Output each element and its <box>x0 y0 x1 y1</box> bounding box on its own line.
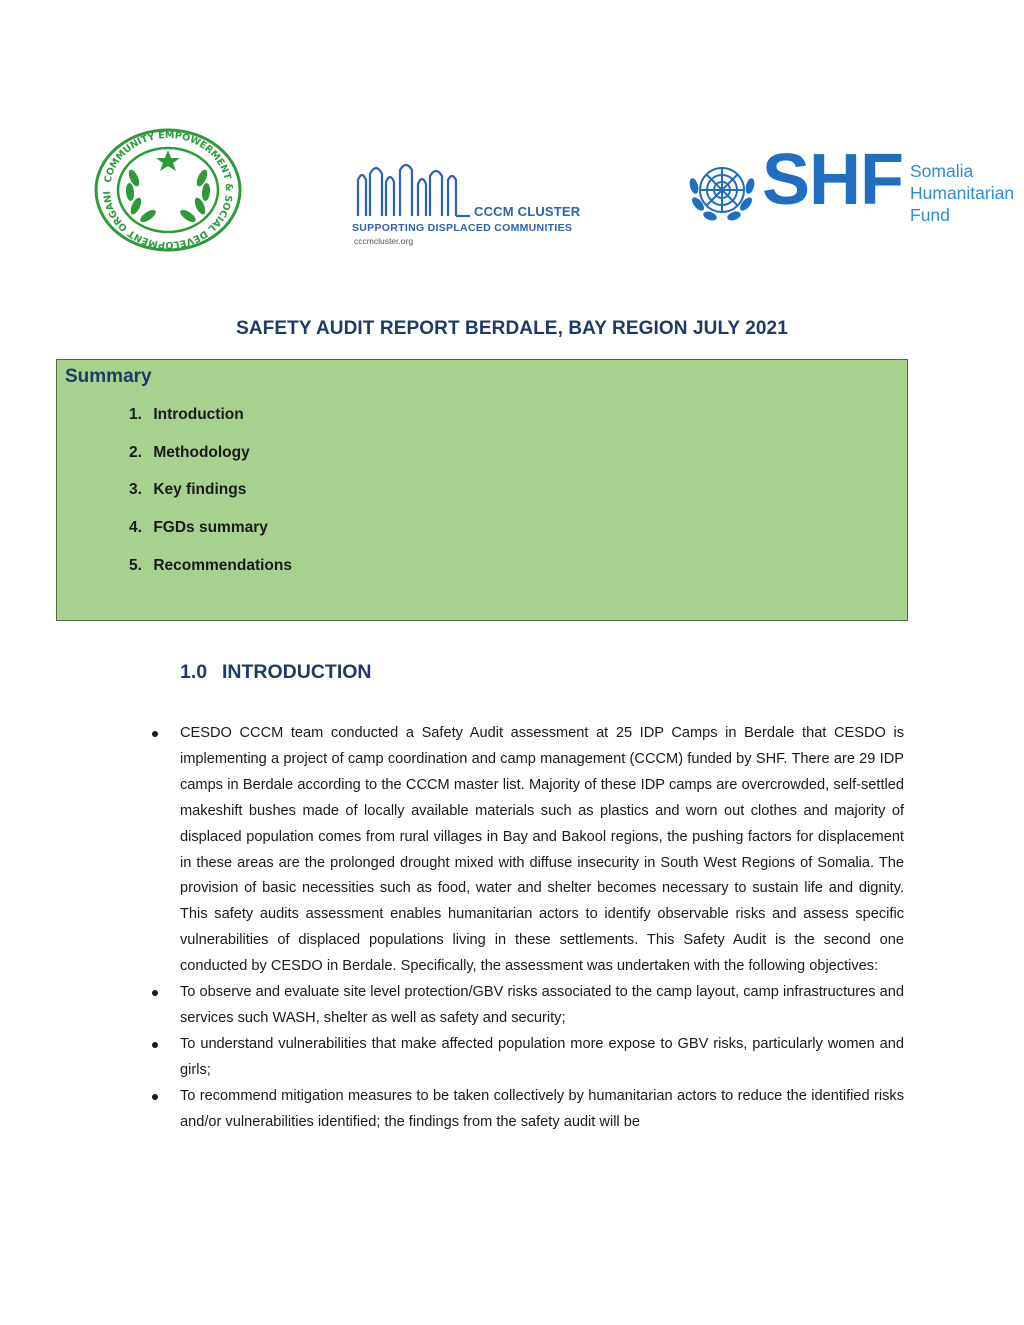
summary-item-number: 5. <box>129 556 142 574</box>
shf-logo <box>686 140 1018 230</box>
bullet-item <box>180 980 904 1032</box>
summary-item-label: Recommendations <box>153 556 292 574</box>
bullet-item <box>180 721 904 980</box>
bullet-text: To recommend mitigation measures to be taken collectively by humanitarian actors to reduce the identified risks and/or vulnerabilities identified; the findings from the safety audit will be <box>180 1087 904 1130</box>
bullet-dot-icon <box>152 1042 158 1048</box>
bullet-dot-icon <box>152 731 158 737</box>
cccm-people-icon <box>352 160 472 220</box>
bullet-text: To observe and evaluate site level protection/GBV risks associated to the camp layout, camp infrastructures and services such WASH, shelter as well as safety and security; <box>180 984 904 1026</box>
summary-item-label: FGDs summary <box>153 519 268 537</box>
un-globe-icon <box>686 156 758 224</box>
bullet-list <box>180 721 904 1136</box>
summary-heading: Summary <box>65 366 152 387</box>
summary-item <box>129 406 292 444</box>
cccm-subtitle: SUPPORTING DISPLACED COMMUNITIES <box>352 222 573 234</box>
summary-item-number: 1. <box>129 406 142 423</box>
summary-item <box>129 481 292 519</box>
bullet-item <box>180 1084 904 1136</box>
shf-name-line: Humanitarian <box>910 183 1015 203</box>
cesdo-logo <box>94 128 242 252</box>
bullet-text: To understand vulnerabilities that make affected population more expose to GBV risks, particularly women and girls; <box>180 1035 904 1078</box>
cccm-url: cccmcluster.org <box>354 236 414 246</box>
shf-name <box>910 160 1020 226</box>
shf-name-line: Fund <box>910 205 950 225</box>
section-heading <box>180 661 372 684</box>
bullet-dot-icon <box>152 990 158 996</box>
summary-item <box>129 557 292 595</box>
summary-list <box>129 406 292 594</box>
shf-name-line: Somalia <box>910 161 974 181</box>
summary-item-number: 3. <box>129 481 142 499</box>
cesdo-emblem-icon <box>94 128 242 252</box>
bullet-text: CESDO CCCM team conducted a Safety Audit assessment at 25 IDP Camps in Berdale that CESDO is implementing a project of camp coordination and camp management (CCCM) funded by SHF. There are 29 IDP camps in Berdale according to the CCCM master list. Majority of these IDP camps are overcrowded, self-settled makeshift bushes made of locally available materials such as plastics and worn out clothes and majority of displaced population comes from rural villages in Bay and Bakool regions, the pushing factors for displacement in these areas are the prolonged drought mixed with diffuse insecurity in South West Regions of Somalia. The provision of basic necessities such as food, water and shelter becomes necessary to sustain life and dignity. This safety audits assessment enables humanitarian actors to identify observable risks and assess specific vulnerabilities of displaced populations living in these settlements. This Safety Audit is the second one conducted by CESDO in Berdale. Specifically, the assessment was undertaken with the following objectives: <box>180 725 904 975</box>
summary-item <box>129 444 292 482</box>
cccm-cluster-logo <box>352 160 592 248</box>
summary-item-label: Methodology <box>153 443 250 461</box>
section-number: 1.0 <box>180 661 208 683</box>
cccm-title: CCCM CLUSTER <box>474 204 581 219</box>
cesdo-ring-text: COMMUNITY EMPOWERMENT & SOCIAL DEVELOPMENT ORGANI <box>101 129 235 251</box>
report-title: SAFETY AUDIT REPORT BERDALE, BAY REGION JULY 2021 <box>236 318 788 339</box>
summary-box <box>56 359 908 621</box>
summary-item-label: Key findings <box>153 481 247 499</box>
bullet-dot-icon <box>152 1094 158 1100</box>
summary-item-label: Introduction <box>153 406 244 423</box>
section-title: INTRODUCTION <box>222 661 372 683</box>
summary-item-number: 4. <box>129 519 142 537</box>
summary-item <box>129 519 292 557</box>
summary-item-number: 2. <box>129 443 142 461</box>
shf-letters: SHF <box>762 140 903 220</box>
bullet-item <box>180 1032 904 1084</box>
